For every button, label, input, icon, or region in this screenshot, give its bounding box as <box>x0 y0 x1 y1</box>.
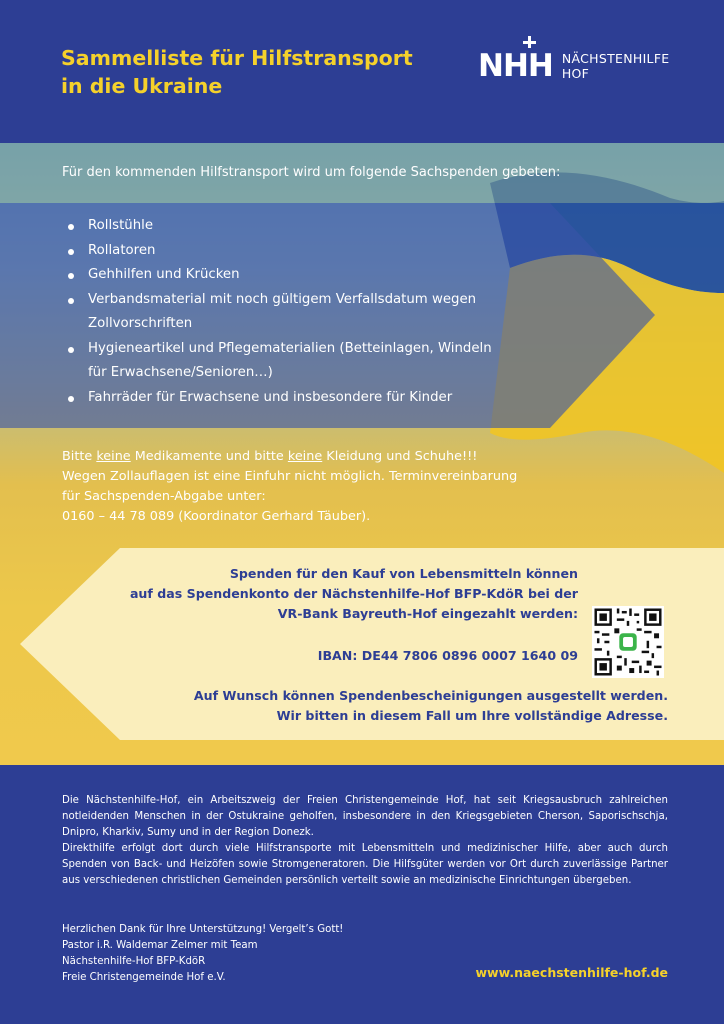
iban-text: IBAN: DE44 7806 0896 0007 1640 09 <box>317 648 578 663</box>
page-title <box>61 44 413 100</box>
donation-item-list <box>62 214 492 410</box>
about-paragraph-1: Die Nächstenhilfe-Hof, ein Arbeitszweig der Freien Christengemeinde Hof, hat seit Kriegsausbruch zahlreichen notleidenden Menschen in der Ostukraine geholfen, insbesondere in den Kriegsgebieten Cherson, Saporischschja, Dnipro, Kharkiv, Sumy und in der Region Donezk. <box>62 795 668 838</box>
bullet-icon <box>68 224 74 230</box>
intro-text: Für den kommenden Hilfstransport wird um folgende Sachspenden gebeten: <box>62 165 561 180</box>
donation-info: Spenden für den Kauf von Lebensmitteln können auf das Spendenkonto der Nächstenhilfe-Hof BFP-KdöR bei der VR-Bank Bayreuth-Hof eingezahlt werden: <box>129 566 578 621</box>
bullet-icon <box>68 273 74 279</box>
list-item: Fahrräder für Erwachsene und insbesondere für Kinder <box>62 386 492 411</box>
logo <box>478 48 670 84</box>
receipt-info: Auf Wunsch können Spendenbescheinigungen ausgestellt werden. Wir bitten in diesem Fall um Ihre vollständige Adresse. <box>193 688 668 723</box>
list-item: Rollstühle <box>62 214 492 239</box>
list-item: Rollatoren <box>62 239 492 264</box>
title-line-2: in die Ukraine <box>61 74 223 98</box>
emphasis-keine: keine <box>96 449 131 464</box>
signature-block: Herzlichen Dank für Ihre Unterstützung! Vergelt’s Gott! Pastor i.R. Waldemar Zelmer mit Team Nächstenhilfe-Hof BFP-KdöR Freie Christengemeinde Hof e.V. <box>62 924 344 983</box>
logo-text-line-2: HOF <box>561 66 590 81</box>
list-item: Gehhilfen und Krücken <box>62 263 492 288</box>
logo-mark <box>478 48 553 84</box>
about-text <box>62 793 668 889</box>
emphasis-keine: keine <box>287 449 323 464</box>
bullet-icon <box>68 249 74 255</box>
logo-mark-text: NHH <box>478 48 553 84</box>
title-line-1: Sammelliste für Hilfstransport <box>61 46 413 70</box>
header-band <box>0 0 724 143</box>
about-paragraph-2: Direkthilfe erfolgt dort durch viele Hilfstransporte mit Lebensmitteln und medizinischer Hilfe, aber auch durch Spenden von Back- und Heizöfen sowie Stromgeneratoren. Die Hilfsgüter werden vor Ort durch zuverlässige Partner aus verschiedenen christlichen Gemeinden persönlich verteilt sowie an medizinische Einrichtungen übergeben. <box>62 843 668 886</box>
qr-code[interactable] <box>592 606 664 678</box>
bullet-icon <box>68 347 74 353</box>
logo-text <box>562 51 670 81</box>
crossbar-icon <box>523 41 536 44</box>
list-item: Hygieneartikel und Pflegematerialien (Betteinlagen, Windeln für Erwachsene/Senioren…) <box>62 337 492 386</box>
notice-text: Bitte keine Medikamente und bitte keine Kleidung und Schuhe!!! Wegen Zollauflagen ist eine Einfuhr nicht möglich. Terminvereinbarung für Sachspenden-Abgabe unter: 0160 – 44 78 089 (Koordinator Gerhard Täuber). <box>62 449 518 524</box>
phone-number: 0160 – 44 78 089 (Koordinator Gerhard Täuber). <box>62 509 371 524</box>
bullet-icon <box>68 298 74 304</box>
list-item: Verbandsmaterial mit noch gültigem Verfallsdatum wegen Zollvorschriften <box>62 288 492 337</box>
website-link[interactable]: www.naechstenhilfe-hof.de <box>475 965 668 980</box>
bullet-icon <box>68 396 74 402</box>
logo-text-line-1: NÄCHSTENHILFE <box>561 51 670 66</box>
